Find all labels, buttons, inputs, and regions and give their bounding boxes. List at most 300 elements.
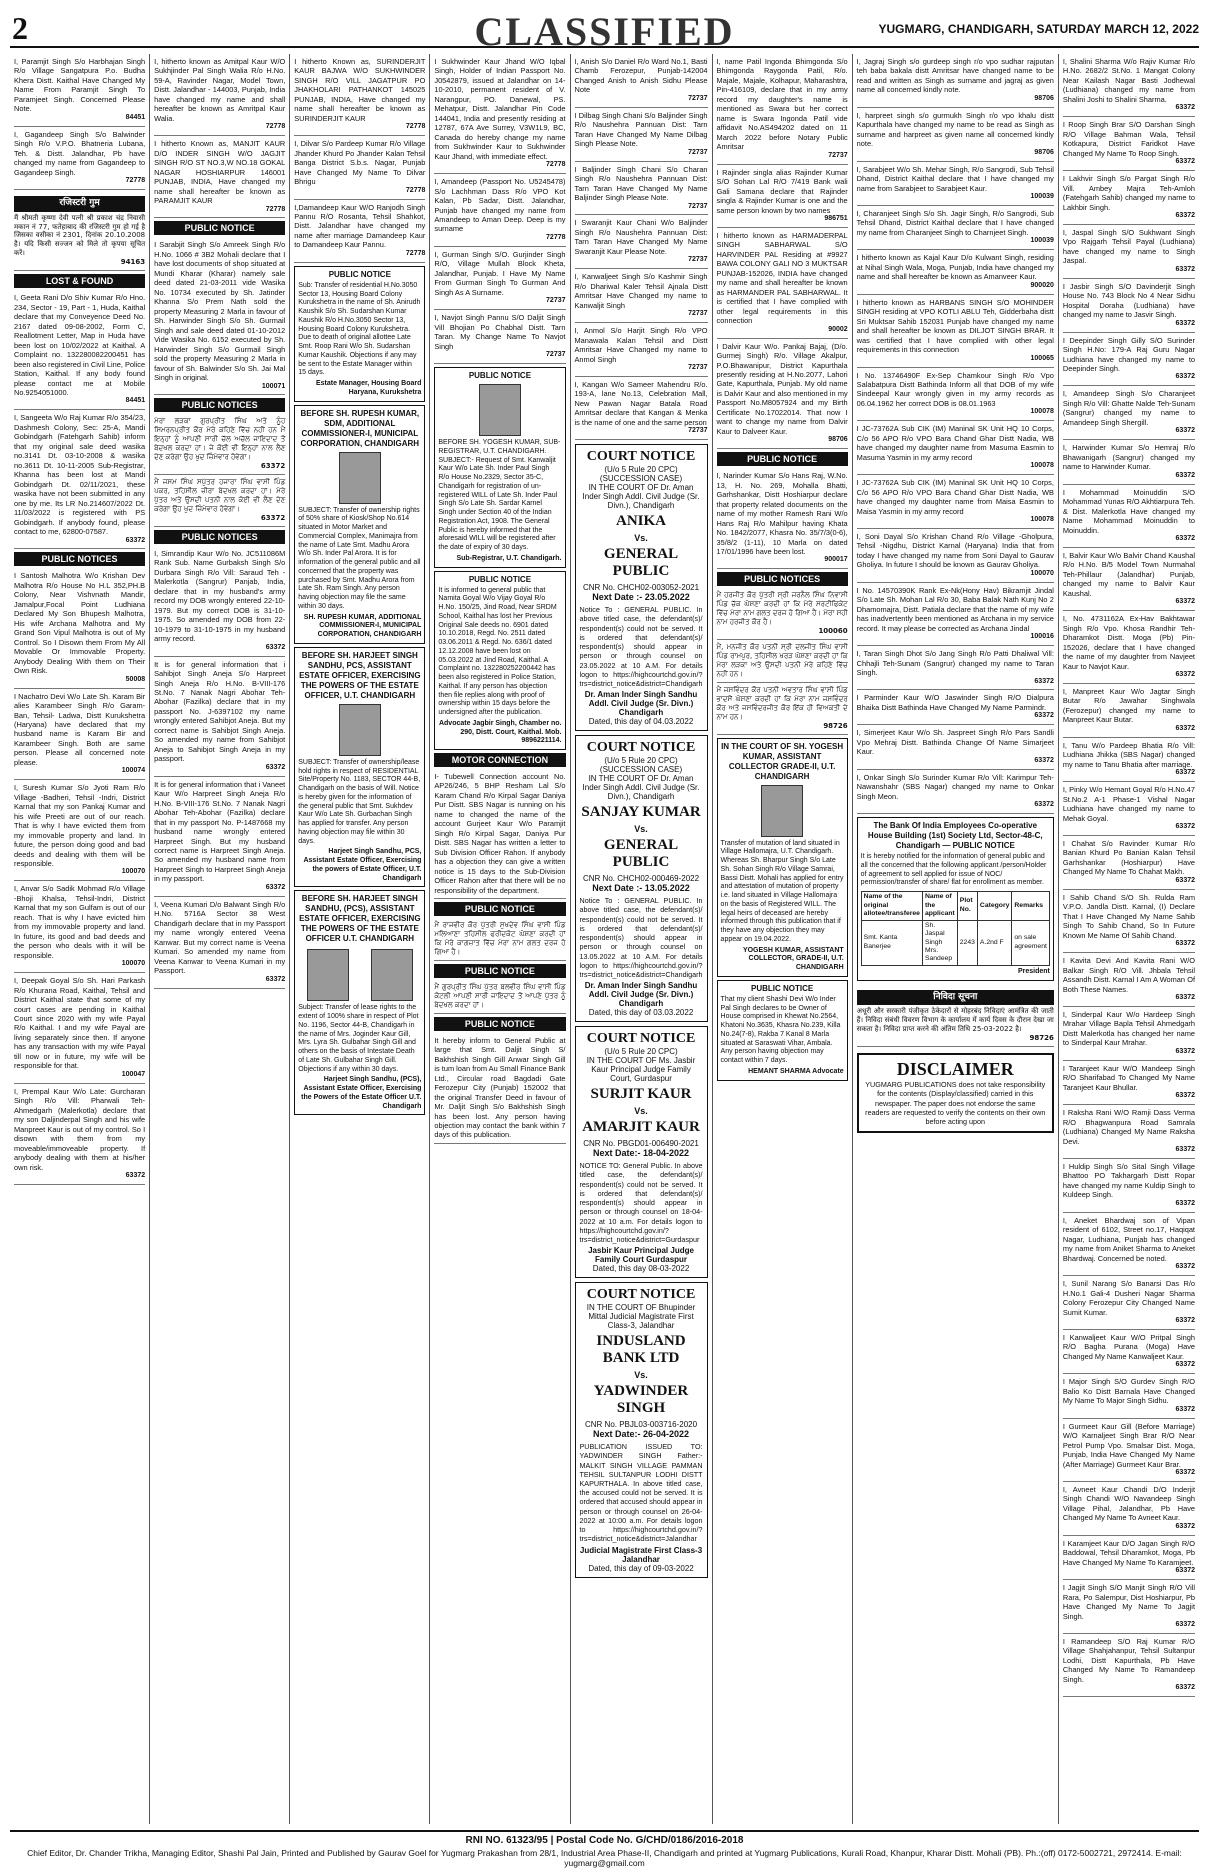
boxed-notice — [857, 817, 1054, 981]
table-cell: Smt. Kanta Banerjee — [861, 920, 922, 965]
classified-ad — [717, 339, 848, 450]
ad-text: I, Soni Dayal S/o Krishan Chand R/o Village -Gholpura, Tehsil -Nigdhu, District Karnal (Haryana) India that from today I have changed my name from Soni Dayal to Gaurav Gholiya. In future I should be known as Gaurav Gholiya. — [856, 531, 1054, 570]
ad-text: I, Onkar Singh S/o Surinder Kumar R/o Vill: Karimpur Teh-Nawanshahr (SBS Nagar) changed my name to Onkar Singh Meon. — [856, 772, 1054, 801]
section-heading: PUBLIC NOTICE — [434, 964, 565, 978]
ad-text: I, Pinky W/o Hemant Goyal R/o H.No.47 St.No.2 A-1 Phase-1 Vishal Nagar Ludhiana have changed my name to Mehak Goyal. — [1062, 785, 1195, 823]
column-5 — [571, 54, 713, 1824]
classified-ad — [14, 54, 145, 127]
ad-code: 90002 — [828, 325, 848, 333]
ad-code: 100071 — [261, 382, 286, 390]
boxed-notice — [294, 405, 425, 644]
ad-text: I Rajinder singla alias Rajinder Kumar S/O Sohan Lal R/O 7/419 Bank wali Gali Samana declare that Rajinder singla & Rajinder Kumar is one and the same person known by two names — [716, 167, 848, 215]
classified-ad — [857, 368, 1054, 422]
classified-ad — [1063, 1159, 1195, 1213]
classified-ad — [1063, 1330, 1195, 1374]
ad-text: I JC-73762A Sub CIK (IM) Maninal SK Unit HQ 10 Corps, C/o 56 APO R/o VPO Bara Chand Ghar Distt Nadia, WB have changed my daughter name from Maisa Easmin to Maisa Yasmin in my army record — [856, 478, 1054, 516]
table-row — [861, 920, 1049, 965]
petitioner-name: INDUSLAND BANK LTD — [596, 1333, 686, 1367]
ad-code: 84451 — [125, 113, 146, 121]
classified-ad — [1063, 1634, 1195, 1697]
classified-ad — [1063, 1419, 1195, 1482]
ad-code: 72737 — [688, 364, 708, 372]
classified-ad — [434, 310, 565, 364]
section-title: CLASSIFIED — [474, 9, 735, 54]
next-date: Next Date :- 13.05.2022 — [592, 883, 690, 894]
classified-ad — [717, 683, 848, 735]
court-notice — [575, 1282, 708, 1577]
court-notice-title: COURT NOTICE — [586, 1031, 696, 1047]
ad-text: I, Veena Kumari D/o Balwant Singh R/o H.No. 5716A Sector 38 West Chandigarh declare that in my Passport my name wrongly entered Veena Kanwar. But my correct name is Veena Kumari. So amended my name from Veena Kanwar to Veena Kumari in my Passport. — [154, 899, 286, 976]
ad-code: 63372 — [260, 462, 286, 471]
notice-title: PUBLIC NOTICE — [750, 983, 814, 993]
ad-text: I, Kanwaljeet Singh S/o Kashmir Singh R/o Dhariwal Kaler Tehsil Ajnala Distt Amritsar Have Changed my name to Kanwaljit Singh — [574, 272, 708, 310]
ad-code: 72737 — [688, 310, 708, 318]
photo-placeholder — [371, 949, 413, 1001]
ad-text: I, No. 4731162A Ex-Hav Bakhtawar Singh R/o Vpo. Khosa Randhir Teh-Dharamkot Distt. Moga (Pb) Pin-152026, declare that I have changed the name of my daughter from Navjeet Kaur to Navjot Kaur. — [1062, 614, 1195, 671]
classified-ad — [14, 1084, 145, 1185]
ad-text: ਮੈਂ ਜਸਮ ਸਿੰਘ ਸਪੁੱਤਰ ਹਜਾਰਾ ਸਿੰਘ ਵਾਸੀ ਪਿੰਡ ਪਕਰ, ਤਹਿਸੀਲ ਜ਼ੀਰਾ ਬੇਦਖਲ ਕਰਦਾ ਹਾਂ। ਮੇਰੇ ਪੁੱਤਰ ਅਤੇ ਉਸਦੀ ਪਤਨੀ ਨਾਲ ਕੋਈ ਵੀ ਲੈਣ ਦੇਣ ਕਰੇਗਾ ਉਹ ਖੁਦ ਜ਼ਿੰਮੇਵਾਰ ਹੋਵੇਗਾ। — [154, 478, 286, 514]
court-notice — [575, 1026, 708, 1278]
masthead — [10, 8, 1199, 54]
classified-ad — [154, 657, 285, 777]
ad-code: 63372 — [1175, 1047, 1195, 1055]
ad-text: I hitherto Known as, MANJIT KAUR D/O INDER SINGH W/O JAGJIT SINGH R/O ST NO.3,W NO.18 GOKAL NAGAR HOSHIARPUR 146001 PUNJAB, INDIA, Have changed my name shall hereafter be known as PARAMJIT KAUR — [154, 139, 286, 206]
ad-code: 63372 — [1034, 801, 1054, 809]
ad-text: I Dilbag Singh Chani S/o Baljinder Singh R/o Naushehra Pannuan Dist: Tarn Taran Have Changed My Name Dilbag Singh Please Note. — [574, 110, 708, 149]
ad-code: 98706 — [1034, 94, 1054, 102]
cnr-number: CNR No. PBJL03-003716-2020 — [584, 1420, 698, 1430]
ad-text: ਮੈਂ ਹਰਜੀਤ ਕੌਰ ਪੁੱਤਰੀ ਸ੍ਰੀ ਜਰਨੈਲ ਸਿੰਘ ਨਿਵਾਸੀ ਪਿੰਡ ਚੱਕ ਘੋਸ਼ਣਾ ਕਰਦੀ ਹਾਂ ਕਿ ਮੇਰੇ ਸਰਟੀਫਿਕੇਟ ਵਿੱਚ ਮੇਰਾ ਨਾਮ ਗਲਤ ਦਰਜ ਹੋ ਗਿਆ ਹੈ। ਮੇਰਾ ਸਹੀ ਨਾਮ ਹਰਜੀਤ ਕੌਰ ਹੈ। — [716, 591, 848, 627]
notice-signature: Harjeet Singh Sandhu, (PCS), Assistant Estate Officer, Exercising the Powers of the Estate Officer U.T. Chandigarh — [301, 1076, 422, 1110]
table-cell: on sale agreement — [1012, 920, 1050, 965]
ad-code: 100070 — [1030, 569, 1054, 577]
ad-code: 72737 — [546, 351, 566, 359]
ad-code: 72737 — [688, 94, 708, 102]
ad-text: I, Gurman Singh S/O. Gurjinder Singh R/O, Village Mullah Block Kheta, Jalandhar, Punjab. I Have My Name From Gurman Singh To Gurman And Singh As A Surname. — [434, 249, 566, 297]
ad-code: 63372 — [265, 643, 286, 651]
ad-text: I Deepinder Singh Gilly S/O Surinder Singh H.No: 179-A Raj Guru Nagar Ludhiana have changed my name to Deepinder Singh. — [1062, 335, 1195, 374]
section-heading: PUBLIC NOTICE — [717, 452, 848, 466]
column-1 — [10, 54, 150, 1824]
classified-ad — [857, 295, 1054, 368]
classified-ad — [857, 421, 1054, 475]
ad-code: 100078 — [1030, 516, 1054, 524]
notice-signature: President — [1017, 967, 1050, 975]
classified-ad — [14, 881, 145, 973]
ad-text: I, Anish S/o Daniel R/o Ward No.1, Basti Chamb Ferozepur, Punjab-142004 Changed Anish to Anish Sidhu Please Note — [574, 57, 708, 95]
court-name: IN THE COURT OF Ms. Jasbir Kaur Principal Judge Family Court, Gurdaspur — [586, 1056, 696, 1084]
ad-code: 63372 — [265, 883, 286, 891]
court-signature: Dr. Aman Inder Singh Sandhu Addl. Civil Judge (Sr. Divn.) Chandigarh — [584, 690, 698, 718]
classified-ad — [154, 777, 285, 897]
ad-text: I, Avneet Kaur Chandi D/O Inderjit Singh Chandi W/O Navandeep Singh Village Pihal, Jalandhar, Pb Have Changed My Name To Avneet Kaur. — [1062, 1484, 1195, 1523]
classified-ad — [1063, 171, 1195, 225]
ad-heading: निविदा सूचना — [857, 990, 1054, 1006]
boxed-notice — [434, 367, 565, 568]
classified-ad — [434, 174, 565, 247]
ad-text: I Gurmeet Kaur Gill (Before Marriage) W/O Karnaljeet Singh Brar R/O Near Petrol Pump Vpo. Smalsar Dist. Moga, Punjab, India Have Changed My Name (After Marriage) Gurmeet Kaur Brar. — [1062, 1421, 1195, 1469]
ad-text: I, Simerjeet Kaur W/o Sh. Jaspreet Singh R/o Pars Sandli Vpo Mehraj Distt. Bathinda Change Of Name Simarjeet Kaur. — [856, 728, 1054, 757]
classified-ad — [1063, 1061, 1195, 1105]
ad-code: 72737 — [688, 256, 708, 264]
ad-text: I Kavita Devi And Kavita Rani W/O Balkar Singh R/O Vill. Jhbala Tehsil Assandh Distt. Karnal I Am A Woman Of Both These Names. — [1062, 956, 1195, 994]
section-heading: PUBLIC NOTICE — [434, 902, 565, 916]
ad-text: I, Navjot Singh Pannu S/O Daljit Singh Vill Bhojian Po Chabhal Distt. Tarn Taran. My Change Name To Navjot Singh — [434, 313, 566, 351]
ad-text: I, Amandeep (Passport No. U5245478) S/o Lachhman Dass R/o VPO Kot Kalan, Pb Sadar, Distt. Jalandhar, Punjab have changed my name from Amandeep to Aman Deep. Deep is my surname — [434, 177, 566, 234]
ad-text: I Nachatro Devi W/o Late Sh. Karam Bir alies Karambeer Singh R/o Garam- Ban, Tehsil- Ladwa, Distt Kurukshetra (Haryana) have declared that my husband name is Karam Bir and Karambeer Singh. Both are same person. Please all concerned note please. — [14, 691, 146, 767]
classified-ad — [1063, 548, 1195, 611]
ad-text: I, Anmol S/o Harjit Singh R/o VPO Manawala Kalan Tehsil and Distt Amritsar Have Changed my name to Anmol Singh — [574, 326, 708, 364]
column-4 — [430, 54, 570, 1824]
ad-code: 63372 — [1175, 373, 1195, 381]
classified-ad — [1063, 953, 1195, 1007]
ad-text: I, Geeta Rani D/o Shiv Kumar R/o Hno. 234, Sector - 19, Part - 1, Huda, Kaithal declare that my Conveyence Deed No. 2167 dated 09-08-2002, Form C, Reallotment Letter, Map in Huda have been lost on 10/02/2022 at Kaithal. A Complaint no. 132280082200451 has been also registered in Civil Line, Police Station, Kaithal. If any body found please contact me at Mobile No.9254051000. — [14, 293, 146, 397]
ad-text: It hereby inform to General Public at large that Smt. Daljit Singh S/ Bakhshish Singh Gill Anwar Singh Gill is tum loan from Au Small Finance Bank Ltd., Circular road Bagdadi Gate Ferozepur City (Punjab) 152002 that the original Transfer Deed in favour of Mr. Daljit Singh S/o Bakhshish Singh has been lost. Any person having objection may contact the bank within 7 days of this publication. — [434, 1035, 566, 1140]
classified-ad — [1063, 1374, 1195, 1418]
ad-code: 63372 — [1175, 876, 1195, 884]
classified-ad — [575, 54, 708, 108]
edition-line: YUGMARG, CHANDIGARH, SATURDAY MARCH 12, 2022 — [878, 22, 1199, 36]
classified-ad — [1063, 1482, 1195, 1536]
court-dated: Dated, this day of 09-03-2022 — [588, 1563, 694, 1573]
classified-ad — [857, 646, 1054, 690]
classified-ad — [1063, 782, 1195, 836]
table-header: Remarks — [1012, 892, 1050, 920]
classified-ad — [14, 190, 145, 271]
classified-ad — [575, 162, 708, 216]
ad-code: 72778 — [265, 123, 286, 131]
table-cell: 2243 — [957, 920, 977, 965]
ad-text: I, Narinder Kumar S/o Hans Raj, W.No. 13, H. No. 269, Mohalla Bhatti, Garhshankar, Distt Hoshiarpur declare that property related documents on the name of my mother Ramesh Rani W/o Hans Raj R/o Mahilpur having Khata No. 1842/2077, Khasra No. 35/7/3(0-6), 35/8/2 (1-11), 10 Marla on dated 17/01/1996 have been lost. — [716, 471, 848, 556]
classified-ad — [1063, 54, 1195, 117]
boxed-notice — [294, 647, 425, 888]
classified-ad — [434, 918, 565, 961]
ad-text: I Huldip Singh S/o Sital Singh Village Bhattoo PO Takhargarh Distt Ropar have changed my name Kuldip Singh to Kuldeep Singh. — [1062, 1161, 1195, 1200]
boxed-notice — [294, 266, 425, 402]
ad-text: I No. 13746490F Ex-Sep Chamkour Singh R/o Vpo Salabatpura Distt Bathinda Inform all that DOB of my wife Sindeepal Kaur wrongly given in my army records as 06.04.1962 her correct DOB is 08.01.1963 — [856, 370, 1054, 408]
boxed-notice — [717, 980, 848, 1081]
ad-code: 63372 — [1175, 769, 1195, 777]
court-notice-body: PUBLICATION ISSUED TO: YADWINDER SINGH Father:- MALKIT SINGH VILLAGE PAMMAN TEHSIL SULTANPUR LODHI DISTT KAPURTHALA. In above titled case, the accused could not be served. It is ordered that accused should appear in person or through counsel on 26-04-2022 at 10:00 a.m. For details logon to https://highcourtchd.gov.in/?trs=district_notice&district=Jalandhar — [579, 1442, 703, 1544]
photo-placeholder — [307, 949, 349, 1001]
ad-text: I, harpreet singh s/o gurmukh Singh r/o vpo khalu distt Kapurthala have changed my name to be read as Singh as surname and harpreet as given name all concerned kindly note. — [856, 110, 1054, 149]
cnr-number: CNR No. PBGD01-006490-2021 — [583, 1139, 699, 1149]
classified-columns — [10, 54, 1199, 1824]
ad-code: 100070 — [121, 868, 146, 876]
classified-ad — [14, 689, 145, 781]
ad-code: 100065 — [1030, 354, 1054, 362]
classified-ad — [1063, 485, 1195, 548]
column-8 — [1059, 54, 1199, 1824]
classified-ad — [154, 546, 285, 657]
versus-label: Vs. — [634, 1106, 648, 1117]
ad-text: I hitherto Known as, SURINDERJIT KAUR BAJWA W/O SUKHWINDER SINGH R/O VILL JAGATPUR PO JHAKHOLARI PATHANKOT 145025 PUNJAB, INDIA, Have changed my name shall hereafter be known as SURINDERJIT KAUR — [294, 57, 426, 123]
table-header: Name of the original allotee/transferee — [861, 892, 922, 920]
ad-code: 63372 — [265, 763, 286, 771]
column-6 — [713, 54, 853, 1824]
ad-text: I Parminder Kaur W/O Jaswinder Singh R/O Dialpura Bhaika Distt Bathinda Have Changed My Name Parmindr. — [856, 693, 1054, 712]
ad-code: 98706 — [1034, 148, 1054, 156]
ad-text: I, Kangan W/o Sameer Mahendru R/o. 193-A, lane No.13, Celebration Mall, New Pawan Nagar Batala Road Amritsar declare that Kangan & Menka is the name of one and the same person — [574, 379, 708, 427]
ad-text: I, Paramjit Singh S/o Harbhajan Singh R/o Village Sangatpura P.o. Budha Khera Distt. Kaithal Have Changed My Name From Paramjit Singh To Paramjeet Singh. Concerned Please Note. — [14, 57, 146, 114]
ad-code: 63372 — [1034, 756, 1054, 764]
column-2 — [150, 54, 290, 1824]
ad-heading: रजिस्टरी गुम — [14, 196, 145, 212]
ad-code: 100039 — [1030, 237, 1054, 245]
court-name: IN THE COURT OF Bhupinder Mittal Judicial Magistrate First Class-3, Jalandhar — [586, 1303, 696, 1331]
ad-text: ਮੈਂ, ਮਨਜੀਤ ਕੌਰ ਪਤਨੀ ਸ੍ਰੀ ਦਲਜੀਤ ਸਿੰਘ ਵਾਸੀ ਪਿੰਡ ਰਾਮਪੁਰ, ਤਹਿਸੀਲ ਖਰੜ ਘੋਸ਼ਣਾ ਕਰਦੀ ਹਾਂ ਕਿ ਮੇਰਾ ਲੜਕਾ ਅਤੇ ਉਸਦੀ ਪਤਨੀ ਮੇਰੇ ਕਹਿਣੇ ਵਿੱਚ ਨਹੀਂ ਹਨ। — [716, 643, 848, 679]
classified-ad — [154, 136, 285, 218]
ad-text: ਮੈਂ ਰਾਜਵੀਰ ਕੌਰ ਪੁੱਤਰੀ ਸੁਖਦੇਵ ਸਿੰਘ ਵਾਸੀ ਪਿੰਡ ਮਲਿਆਣਾ ਤਹਿਸੀਲ ਫਰੀਦਕੋਟ ਘੋਸ਼ਣਾ ਕਰਦੀ ਹਾਂ ਕਿ ਮੇਰੇ ਕਾਗਜ਼ਾਤ ਵਿੱਚ ਮੇਰਾ ਨਾਮ ਗਲਤ ਦਰਜ ਹੋ ਗਿਆ ਹੈ। — [434, 921, 566, 956]
ad-code: 63372 — [1034, 677, 1054, 685]
ad-code: 63372 — [1175, 104, 1195, 112]
ad-code: 63372 — [1175, 1468, 1195, 1476]
ad-code: 98706 — [828, 436, 848, 444]
classified-ad — [14, 973, 145, 1084]
ad-code: 100078 — [1030, 408, 1054, 416]
classified-ad — [575, 323, 708, 377]
classified-ad — [717, 640, 848, 683]
classified-ad — [1063, 836, 1195, 890]
classified-ad — [154, 54, 285, 136]
section-heading: PUBLIC NOTICES — [717, 572, 848, 586]
classified-ad — [575, 108, 708, 162]
photo-placeholder — [339, 452, 381, 504]
ad-code: 63372 — [1175, 471, 1195, 479]
ad-code: 100047 — [121, 1070, 146, 1078]
petitioner-name: ANIKA — [616, 513, 667, 530]
ad-text: I, Anvar S/o Sadik Mohmad R/o Village -Bhoji Khalsa, Tehsil-Indri, District Karnal that my son Gulfam is out of our reach. That is why I have evicted him from my immovable property and land. In future, its good and bad deeds and the person who deals with it will be responsible. — [14, 884, 146, 960]
section-heading: PUBLIC NOTICES — [154, 398, 285, 412]
ad-text: I, Suresh Kumar S/o Jyoti Ram R/o Village -Badheri, Tehsil -Indri, District Karnal that my son Pankaj Kumar and his wife Preeti are out of our reach. That is why I have evicted them from my immovable property and land. In future, the person doing good and bad deeds and dealing with them will be responsible. — [14, 783, 146, 869]
classified-ad — [717, 588, 848, 640]
ad-text: I, Sangeeta W/o Raj Kumar R/o 354/23, Dashmesh Colony, Sec: 25-A, Mandi Gobindgarh (Fatehgarh Sahib) inform that my original sale deed wasika no.3141 Dt. 03-10-2008 & wasika no.3611 Dt. 10-11-2005 Sub-Registrar, Khanna has been lost at Mandi Gobindgarh Dt. 02/11/2021, these wasika have not been submitted in any one by me. Its LR No.214607/2022 Dt. 11/03/2022 is registered with PS Gobindgarh. If anybody found, please contact to me, 62800-07587. — [14, 413, 146, 537]
ad-text: I, Taran Singh Dhot S/o Jang Singh R/o Patti Dhaliwal Vill: Chhajli Teh-Sunam (Sangrur) changed my name to Taran Singh. — [856, 649, 1054, 678]
classified-ad — [14, 780, 145, 881]
ad-code: 63372 — [125, 1172, 146, 1179]
ad-code: 900020 — [1030, 281, 1054, 289]
classified-ad — [434, 247, 565, 310]
table-header: Plot No. — [957, 892, 977, 920]
ad-code: 63372 — [1175, 1092, 1195, 1100]
notice-body: It is hereby notified for the information of general public and all the concerned that the following applicant /person/Holder of agreement to sell applied for issue of NOC/ permission/transfer of share/ flat for enrollment as member. — [860, 853, 1047, 887]
versus-label: Vs. — [634, 533, 648, 544]
page-number: 2 — [12, 10, 28, 46]
ad-code: 72737 — [688, 148, 708, 156]
classified-ad — [434, 54, 565, 174]
classified-ad — [857, 162, 1054, 206]
notice-signature: Estate Manager, Housing Board Haryana, Kurukshetra — [315, 380, 422, 396]
classified-ad — [14, 410, 145, 549]
ad-text: I hitherto known as HARMADERPAL SINGH SABHARWAL S/O HARVINDER PAL Residing at #9927 BAWA COLONY GALI NO 3 MUKTSAR PUNJAB-152026, INDIA have changed my name and shall hereafter be known as HARMANDER PAL SABHARWAL. It is certified that I have complied with other legal requirements in this connection — [716, 230, 848, 326]
section-heading: PUBLIC NOTICES — [154, 530, 285, 544]
ad-text: I Jagjit Singh S/O Manjit Singh R/O Vill Rara, Po Salempur, Dist Hoshiarpur, Pb Have Changed My Name To Jagjit Singh. — [1062, 1583, 1195, 1621]
classified-ad — [1063, 1580, 1195, 1634]
notice-signature: Advocate Jagbir Singh, Chamber no. 290, Distt. Court, Kaithal. Mob. 9896221114. — [438, 719, 562, 745]
classified-ad — [1063, 117, 1195, 171]
ad-code: 100078 — [1030, 462, 1054, 470]
ad-code: 63372 — [1175, 212, 1195, 219]
classified-ad — [294, 200, 425, 263]
court-rule: (U/o 5 Rule 20 CPC) — [604, 1047, 678, 1057]
ad-code: 72778 — [405, 186, 426, 194]
court-signature: Jasbir Kaur Principal Judge Family Court Gurdaspur — [588, 1246, 694, 1265]
classified-ad — [14, 127, 145, 190]
ad-code: 63372 — [1175, 823, 1195, 831]
classified-ad — [717, 228, 848, 339]
footer — [10, 1830, 1199, 1868]
ad-code: 63372 — [1175, 1684, 1195, 1692]
ad-code: 63372 — [260, 513, 286, 522]
ad-text: I, Harwinder Kumar S/o Hemraj R/o Bhawanigarh (Sangrur) changed my name to Harwinder Kumar. — [1062, 443, 1195, 472]
ad-code: 63372 — [1175, 940, 1195, 948]
ad-code: 63372 — [1175, 724, 1195, 732]
ad-text: I Major Singh S/O Gurdev Singh R/O Balio Ko Distt Barnala Have Changed My Name To Major Singh Sidhu. — [1062, 1377, 1195, 1406]
ad-text: I Kanwaljeet Kaur W/O Pritpal Singh R/O Bagha Purana (Moga) Have Changed My Name Kanwaljeet Kaur. — [1062, 1332, 1195, 1361]
classified-ad — [1063, 611, 1195, 684]
classified-ad — [1063, 1213, 1195, 1276]
notice-title: BEFORE SH. HARJEET SINGH SANDHU, (PCS), ASSISTANT ESTATE OFFICER, EXERCISING THE POWERS OF THE ESTATE OFFICER U.T. CHANDIGARH — [299, 894, 421, 944]
notice-title: PUBLIC NOTICE — [328, 269, 391, 279]
ad-code: 72778 — [265, 205, 286, 213]
rni-line: RNI NO. 61323/95 | Postal Code No. G/CHD/0186/2016-2018 — [465, 1835, 744, 1846]
notice-body: Transfer of mutation of land situated in Village Hallomajra, U.T. Chandigarh. Whereas Sh. Bharpur Singh S/o Late Sh. Sohan Singh R/o Village Samrai, Bassi Distt. Mohali has applied for entry and attestation of mutation of property i.e. land situated in Village Hallomajra on the basis of Registered WILL. The legal heirs of deceased are hereby informed through this publication that if they have any objection they may appear on 19.04.2022. — [720, 839, 844, 943]
ad-code: 100074 — [121, 767, 146, 775]
classified-ad — [154, 414, 285, 475]
photo-placeholder — [761, 785, 803, 837]
versus-label: Vs. — [634, 824, 648, 835]
next-date: Next Date :- 23.05.2022 — [592, 592, 690, 603]
column-3 — [290, 54, 430, 1824]
ad-code: 63372 — [1175, 534, 1195, 542]
ad-code: 63372 — [1175, 1263, 1195, 1271]
classified-ad — [1063, 225, 1195, 279]
classified-ad — [294, 54, 425, 136]
ad-text: I, Amandeep Singh S/o Charanjeet Singh R/o Vill: Ghatte Nalde Teh-Sunam (Sangrur) changed my name to Amandeep Singh Shergill. — [1062, 389, 1195, 427]
classified-ad — [1063, 738, 1195, 782]
ad-text: I Jasbir Singh S/O Davinderjit Singh House No. 743 Block No 4 Near Sidhu Hospital Doraha (Ludhiana) have changed my name to Jasvir Singh. — [1062, 281, 1195, 320]
versus-label: Vs. — [634, 1370, 648, 1381]
classified-ad — [1063, 279, 1195, 333]
classified-ad — [154, 897, 285, 989]
ad-text: I, Sunil Narang S/o Banarsi Das R/o H.No.1 Gali-4 Dusheri Nagar Sharma Colony Ferozepur City Changed Name Sumit Kumar. — [1062, 1279, 1195, 1317]
court-notice-body: Notice To : GENERAL PUBLIC. In above titled case, the defendant(s)/ respondent(s) could not be served. It is ordered that defendant(s)/ respondent(s) should appear in person or through counsel on 23.05.2022 at 10 A.M. For details logon to https://highcourtchd.gov.in/?trs=district_notice&district=Chandigarh — [579, 605, 703, 689]
notice-title: BEFORE SH. HARJEET SINGH SANDHU, PCS, ASSISTANT ESTATE OFFICER, EXERCISING THE POWERS OF THE ESTATE OFFICER, U.T. CHANDIGARH — [299, 650, 421, 700]
next-date: Next Date:- 26-04-2022 — [593, 1429, 690, 1440]
ad-text: I, Aneket Bhardwaj son of Vipan resident of 6102, Street no.17, Haqiqat Nagar, Ludhiana, Punjab has changed my name from Aniket Sharma to Aneket Bhardwaj. Concerned be noted. — [1062, 1215, 1195, 1263]
ad-code: 63372 — [1175, 1621, 1195, 1628]
ad-text: I, Dilvar S/o Pardeep Kumar R/o Village Jhander Khurd Po Jhander Kalan Tehsil Banga District S.b.s. Nagar, Punjab Have Changed My Name To Dilvar Bhrigu — [294, 139, 426, 187]
classified-ad — [857, 206, 1054, 250]
ad-code: 63372 — [1175, 1567, 1195, 1575]
classified-ad — [575, 215, 708, 269]
disclaimer-title: DISCLAIMER — [896, 1059, 1014, 1080]
notice-signature: SH. RUPESH KUMAR, ADDITIONAL COMMISSIONER-I, MUNICIPAL CORPORATION, CHANDIGARH — [303, 613, 422, 639]
boxed-notice — [294, 890, 425, 1115]
disclaimer-box — [857, 1053, 1054, 1133]
classified-ad — [857, 725, 1054, 769]
respondent-name: YADWINDER SINGH — [593, 1383, 689, 1417]
ad-text: It is for general information that i Vaneet Kaur W/o Harpreet Singh Aneja R/o H.No. B-VIII-176 St.No. 7 Nanak Nagri Abohar Teh-Abohar (Fazilka) declare that in my passport No. P-1487668 my husband name wrongly entered Harpreet Singh. But my husband correct name is Harpreet Singh Aneja. So amended my husband name from Harpreet Singh to Harpreet Singh Aneja in my passport. — [154, 779, 286, 884]
classified-ad — [1063, 1007, 1195, 1061]
ad-text: I, Prempal Kaur W/o Late: Gurcharan Singh R/o Vill: Pharwali Teh-Ahmedgarh (Malerkotla) declare that my son Daljinderpal Singh and his wife Manpreet Kaur is out of my control. So I disown with them from my moveable/immoveable property. If anybody dealing with them at his/her own risk. — [14, 1086, 146, 1172]
ad-text: I, Shalini Sharma W/o Rajiv Kumar R/o H.No. 2682/2 St.No. 1 Mangat Colony Near Kailash Nagar Basti Jodhewal (Ludhiana) changed my name from Shalini Joshi to Shalini Sharma. — [1062, 57, 1195, 104]
section-heading: LOST & FOUND — [14, 274, 145, 288]
table-header: Category — [977, 892, 1011, 920]
ad-code: 63372 — [265, 975, 286, 983]
boxed-notice — [434, 571, 565, 751]
ad-text: ਮੇਰਾ ਲੜਕਾ ਗੁਰਪ੍ਰੀਤ ਸਿੰਘ ਅਤੇ ਨੂੰਹ ਸਿਮਰਨਪ੍ਰੀਤ ਕੌਰ ਮੇਰੇ ਕਹਿਣੇ ਵਿੱਚ ਨਹੀਂ ਹਨ ਮੈਂ ਇਨ੍ਹਾਂ ਨੂੰ ਆਪਣੀ ਸਾਰੀ ਚੱਲ ਅਚੱਲ ਜਾਇਦਾਦ ਤੋਂ ਬੇਦਖਲ ਕਰਦਾ ਹਾਂ। ਜੇ ਕੋਈ ਵੀ ਇਨ੍ਹਾਂ ਨਾਲ ਲੈਣ ਦੇਣ ਕਰੇਗਾ ਉਹ ਖੁਦ ਜ਼ਿੰਮੇਵਾਰ ਹੋਵੇਗਾ। — [154, 417, 286, 462]
notice-body: That my client Shashi Devi W/o Inder Pal Singh declares to be Owner of House comprised in Khewat No.2564, Khatoni No.3635, Khasra No.239, Killa No.24(7-8), Rakba 7 Kanal 8 Marla situated at Saraswati Vihar, Ambala. Any person having objection may contact within 7 days. — [720, 995, 841, 1065]
notice-title: BEFORE SH. RUPESH KUMAR, SDM, ADDITIONAL COMMISSIONER-I, MUNICIPAL CORPORATION, CHANDIGARH — [300, 408, 420, 448]
ad-code: 72778 — [546, 161, 566, 169]
classified-ad — [857, 475, 1054, 529]
ad-text: I Ramandeep S/O Raj Kumar R/O Village Shahjahanpur, Tehsil Sultanpur Lodhi, Distt Kapurthala, Pb Have Changed My Name To Ramandeep Singh. — [1062, 1636, 1195, 1684]
ad-text: I Mohammad Moinuddin S/O Mohammad Yunas R/O Akhtiarpura Teh. & Dist. Malerkotla Have changed my Name Mohammad Moinuddin to Moinuddin. — [1062, 487, 1195, 535]
ad-code: 50008 — [125, 675, 146, 683]
ad-code: 72737 — [828, 151, 848, 159]
ad-text: I Karamjeet Kaur D/O Jagan Singh R/O Baddowal, Tehsil Dharamkot, Moga, Pb Have Changed My Name To Karamjeet. — [1062, 1538, 1195, 1567]
notice-title: PUBLIC NOTICE — [468, 371, 532, 380]
classified-ad — [294, 136, 425, 199]
classified-ad — [857, 583, 1054, 646]
ad-code: 63372 — [1175, 1316, 1195, 1324]
court-name: IN THE COURT OF Dr. Aman Inder Singh Addl. Civil Judge (Sr. Divn.), Chandigarh — [582, 774, 700, 802]
notice-body: SUBJECT: Transfer of ownership/lease hold rights in respect of RESIDENTIAL Site/Property No. 1183, SECTOR 44-B, Chandigarh on the basis of Will. Notice is hereby given for the information of the general public that Smt. Sukhdev Kaur W/o Late Sh. Gurbachan Singh has applied for transfer. Any person having objection may file within 30 days. — [298, 758, 421, 845]
notice-body: SUBJECT: Transfer of ownership rights of 50% share of Kiosk/Shop No.614 situated in Motor Market and Commercial Complex, Manimajra from the name of Late Smt. Madhu Arora W/o Sh. Inder Pal Arora. It is for information of the general public and all concerned that the property was purchased by Smt. Madhu Arora from Late Sh. Ram Singh. Any person having objection may file the same within 30 days. — [298, 506, 421, 610]
classified-ad — [1063, 1536, 1195, 1580]
ad-code: 98726 — [1029, 1034, 1054, 1043]
court-notice — [575, 735, 708, 1022]
classified-ad — [1063, 1105, 1195, 1159]
imprint-line: Chief Editor, Dr. Chander Trikha, Managing Editor, Shashi Pal Jain, Printed and Published by Gaurav Goel for Yugmarg Prakashan from 28/1, Industrial Area Phase-II, Chandigarh and printed at Yugmarg Publications, Kurali Road, Khanpur, Kharar Distt. Mohali (PB). Ph.:(off) 0172-5002721, 2972414. E-mail: yugmarg@gmail.com — [27, 1848, 1182, 1868]
classified-ad — [857, 984, 1054, 1047]
table-cell: Sh. Jaspal Singh Mrs. Sandeep — [922, 920, 957, 965]
ad-text: I, Jaspal Singh S/O Sukhwant Singh Vpo Rajgarh Tehsil Payal (Ludhiana) have changed my name to Singh Jaspal. — [1062, 227, 1195, 266]
section-heading: PUBLIC NOTICE — [434, 1017, 565, 1031]
ad-text: I Sarabjit Singh S/o Amreek Singh R/o H.No. 1066 # 3B2 Mohali declare that I have lost documents of shop situated at Mundi Kharar (Kharar) namely sale deed dated 21-03-2011 vide Wasika No. 10734 executed by Sh. Jatinder Khanna S/o Prem Nath sold the property Measuring 2 Marla in favour of Sh. Harwinder Singh S/o Sh. Gurmail Singh and sale deed dated 01-10-2012 Vide Wasika No. 6152 executed by Sh. Harwinder Singh S/o Gurmail Singh sold the property Measuring 2 Marla in favour of Sh. Balwinder S/o Sh. Jai Mal Singh in original. — [154, 240, 286, 383]
ad-code: 63372 — [1175, 265, 1195, 273]
ad-code: 986751 — [824, 214, 848, 222]
classified-ad — [154, 475, 285, 527]
notice-signature: Sub-Registrar, U.T. Chandigarh. — [456, 554, 562, 562]
ad-text: I, Charanjeet Singh S/o Sh. Jagir Singh, R/o Sangrodi, Sub Tehsil Dhand, District Kaithal declare that I have changed my name from Charanjeet Singh to Charnjeet Singh. — [856, 209, 1054, 237]
classified-ad — [857, 250, 1054, 294]
ad-text: I, Simrandip Kaur W/o No. JC511086M Rank Sub. Name Gurbaksh Singh S/o Durbara Singh R/o Vill: Saraud Teh - Malerkotla (Sangrur) Panjab, India, declare that in my husband's army record my DOB wrongly entered 22-10-1979. But my correct DOB is 31-10-1975. So amended my DOB from 22-10-1979 to 31-10-1975 in my husband army record. — [154, 548, 286, 644]
ad-text: I, Sinderpal Kaur W/o Hardeep Singh Mrahar Village Bapla Tehsil Ahmedgarh Distt Malerkotla has changed her name to Sinderpal Kaur Mrahar. — [1062, 1009, 1195, 1048]
ad-code: 100039 — [1030, 193, 1054, 201]
ad-text: I, Tanu W/o Pardeep Bhatia R/o Vill: Ludhiana Jhikka (SBS Nagar) changed my name to Tanu Bhatia after marriage. — [1062, 740, 1195, 769]
notice-signature: HEMANT SHARMA Advocate — [748, 1067, 844, 1075]
ad-code: 63372 — [1175, 1405, 1195, 1413]
court-rule: (U/o 5 Rule 20 CPC) (SUCCESSION CASE) — [599, 465, 683, 484]
respondent-name: GENERAL PUBLIC — [603, 837, 679, 871]
notice-signature: YOGESH KUMAR, ASSISTANT COLLECTOR, GRADE-II, U.T. CHANDIGARH — [742, 946, 844, 972]
court-signature: Judicial Magistrate First Class-3 Jalandhar — [579, 1545, 703, 1564]
ad-code: 94163 — [120, 258, 146, 267]
classified-ad — [575, 269, 708, 323]
section-heading: PUBLIC NOTICE — [154, 221, 285, 235]
ad-text: I hitherto known as HARBANS SINGH S/O MOHINDER SINGH residing at VPO KOTLI ABLU Teh, Gidderbaha distt Sri Muktsar Sahib 152031 Punjab have changed my name and shall hereafter be known as DILJOT SINGH BRAR. It was certified that I have complied with other legal requirements in this connection — [856, 297, 1054, 355]
cnr-number: CNR No. CHCH02-003052-2021 — [582, 583, 700, 593]
ad-text: I, Jagraj Singh s/o gurdeep singh r/o vpo sudhar rajputan teh baba bakala distt Amritsar have changed name to be read and written as Singh as surname and jagraj as given name all concerned kindly note. — [856, 57, 1054, 95]
ad-code: 63372 — [125, 536, 146, 544]
ad-code: 63372 — [1175, 598, 1195, 606]
ad-text: I No. 14570390K Rank Ex-Nk(Hony Hav) Bikramjit Jindal S/o Late Sh. Mohan Lal R/o 30, Baba Balak Nath Kunj No 2 Dhamomajra, Distt. Patiala declare that the name of my wife has inadvertently been mentioned as Archana in my service record. It may please be corrected as Archana Jindal — [856, 585, 1054, 633]
ad-code: 72778 — [405, 123, 426, 131]
classified-ad — [857, 54, 1054, 108]
ad-text: I Taranjeet Kaur W/O Mandeep Singh R/O Sharifabad To Changed My Name Taranjeet Kaur Bhullar. — [1062, 1063, 1195, 1092]
